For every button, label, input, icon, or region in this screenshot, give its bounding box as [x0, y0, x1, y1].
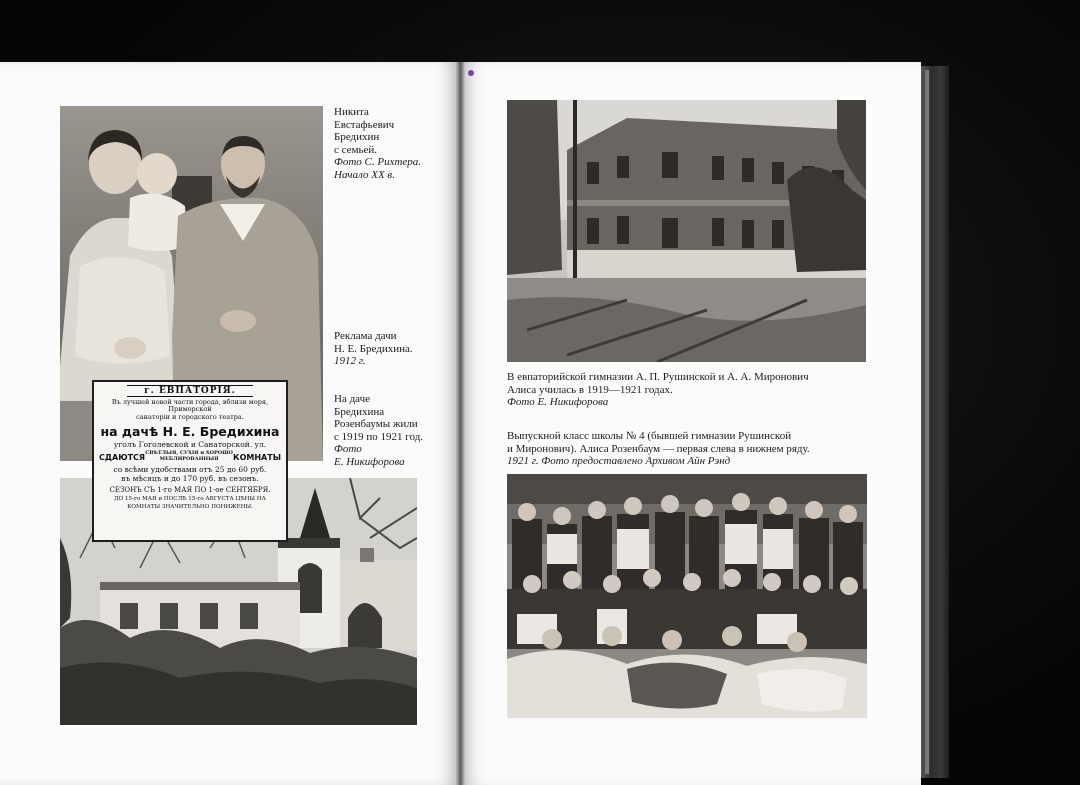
ad-note-line: КОМНАТЫ ЗНАЧИТЕЛЬНО ПОНИЖЕНЫ. [127, 504, 253, 511]
caption-credit: Фото С. Рихтера. [334, 156, 422, 168]
ad-season: СЕЗОНЪ СЪ 1-го МАЯ ПО 1-ое СЕНТЯБРЯ. [109, 485, 271, 494]
caption-credit: Начало XX в. [334, 168, 395, 181]
ad-rent-row [99, 451, 281, 463]
ad-rent-right: КОМНАТЫ [233, 452, 281, 462]
gymnasium-caption [507, 371, 867, 409]
class-photo-caption [507, 430, 867, 468]
page-stack-edge [925, 70, 929, 774]
ad-note-line: ДО 15-го МАЯ и ПОСЛѢ 15-го АВГУСТА ЦѢНЫ НА [114, 495, 266, 502]
ad-rent-left: СДАЮТСЯ [99, 452, 146, 462]
ad-price-line: со всѣми удобствами отъ 25 до 60 руб. [113, 464, 267, 474]
caption-line: На даче [334, 393, 371, 405]
ad-rent-middle-line: СВѢТЛЫЯ, СУХІЯ и ХОРОШО [145, 450, 233, 457]
ad-price-line: въ мѣсяцъ и до 170 руб. въ сезонъ. [121, 474, 259, 484]
caption-credit: Фото Е. Никифорова [507, 396, 609, 408]
family-photo-caption [334, 106, 452, 181]
ad-caption [334, 330, 452, 368]
caption-line: Розенбаумы жили [334, 418, 418, 430]
ad-town: г. ЕВПАТОРІЯ. [127, 385, 253, 397]
caption-credit: Фото [334, 443, 362, 455]
dacha-advertisement [92, 380, 288, 542]
dacha-caption [334, 393, 452, 468]
purple-ink-dot [468, 70, 474, 76]
caption-line: Выпускной класс школы № 4 (бывшей гимназии Рушинской [507, 430, 792, 442]
caption-credit: Е. Никифорова [334, 455, 405, 468]
caption-line: В евпаторийской гимназии А. П. Рушинской и А. А. Миронович [507, 371, 809, 383]
caption-line: Бредихин [334, 131, 380, 143]
caption-line: Бредихина [334, 405, 385, 418]
book-spine [456, 62, 465, 785]
graduating-class-photo [507, 474, 867, 718]
caption-line: Алиса училась в 1919—1921 годах. [507, 383, 673, 396]
ad-address: уголъ Гоголевской и Санаторской. ул. [113, 440, 267, 450]
caption-credit: 1921 г. Фото предоставлено Архивом Айн Рэнд [507, 455, 731, 467]
ad-rent-middle-line: МЕБЛИРОВАННЫЯ [159, 456, 219, 463]
caption-line: Реклама дачи [334, 330, 397, 342]
caption-line: с семьей. [334, 143, 378, 156]
ad-headline: на дачѣ Н. Е. Бредихина [100, 424, 280, 440]
ad-rent-middle [145, 451, 233, 463]
caption-line: и Миронович). Алиса Розенбаум — первая слева в нижнем ряду. [507, 442, 810, 455]
gymnasium-building-image [507, 100, 866, 362]
caption-credit: 1912 г. [334, 355, 366, 367]
ad-intro-line: Въ лучшей новой части города, вблизи моря, Приморской [111, 398, 269, 414]
caption-line: Никита [334, 106, 369, 118]
gymnasium-building-photo [507, 100, 866, 362]
caption-line: с 1919 по 1921 год. [334, 430, 424, 443]
caption-line: Н. Е. Бредихина. [334, 342, 413, 355]
ad-intro-line: санаторіи и городского театра. [136, 412, 244, 421]
caption-line: Евстафьевич [334, 118, 395, 131]
graduating-class-image [507, 474, 867, 718]
